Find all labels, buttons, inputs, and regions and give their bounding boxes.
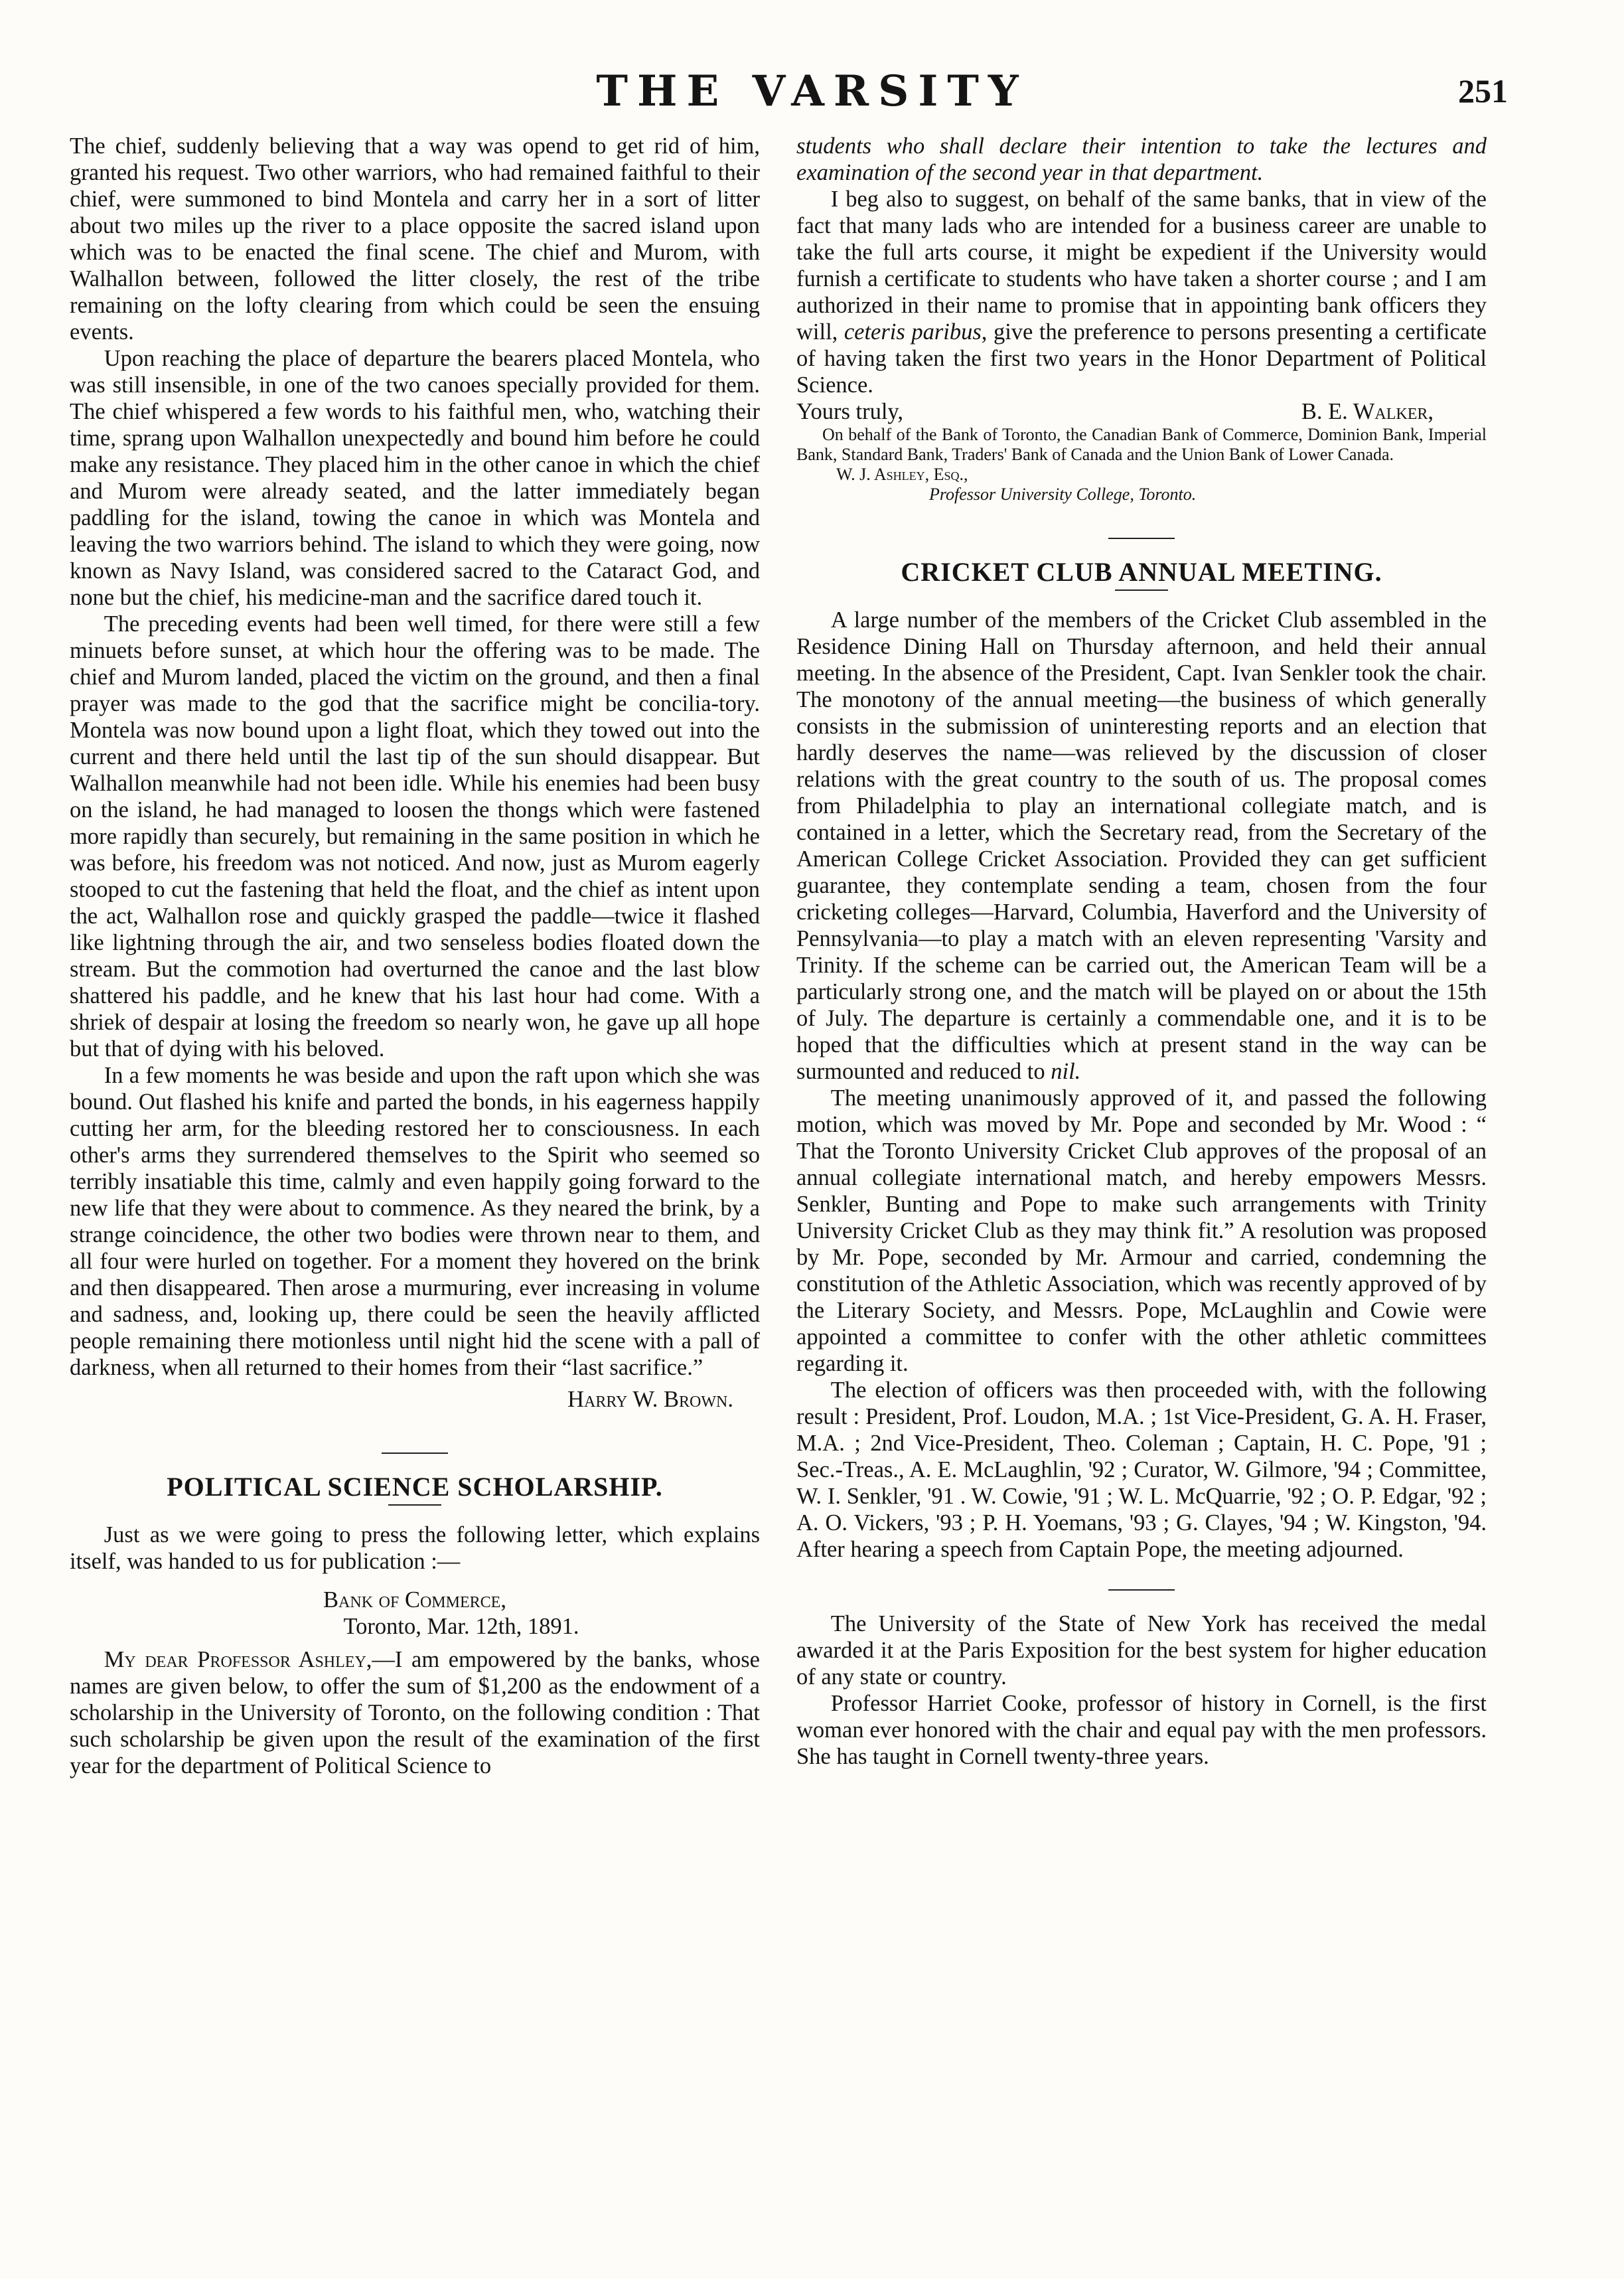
cricket-paragraph-3: The election of officers was then proceeded with, with the following result : President, Prof. Loudon, M.A. ; 1st Vice-President, G. A. H. Fraser, M.A. ; 2nd Vice-President, Theo. Coleman ; Captain, H. C. Pope, '91 ; Sec.-Treas., A. E. McLaughlin, '92 ; Curator, W. Gilmore, '94 ; Committee, W. I. Senkler, '91 . W. Cowie, '91 ; W. L. McQuarrie, '92 ; O. P. Edgar, '92 ; A. O. Vickers, '93 ; P. H. Yoemans, '93 ; G. Clayes, '94 ; W. Kingston, '94. After hearing a speech from Captain Pope, the meeting adjourned. [796,1377,1487,1562]
letter-footnote [796,425,1487,505]
scholarship-intro: Just as we were going to press the following letter, which explains itself, was handed to us for publication :— [70,1522,760,1574]
scholarship-heading: POLITICAL SCIENCE SCHOLARSHIP. [167,1472,663,1502]
page-number: 251 [1458,72,1508,110]
section-divider [1108,1589,1175,1591]
letter-opening-paragraph [70,1646,760,1779]
letter-continuation: students who shall declare their intention to take the lectures and examination of the second year in that department. [796,133,1487,185]
letter-addressee-title: Professor University College, Toronto. [929,485,1197,504]
letter-addressee: W. J. Ashley, Esq., [836,465,968,484]
heading-underline [388,1504,441,1506]
cricket-p1-italic: nil. [1051,1059,1081,1084]
story-paragraph-2: Upon reaching the place of departure the bearers placed Montela, who was still insensible, in one of the two canoes specially provided for them. The chief whispered a few words to his faithful men, who, watching their time, sprang upon Walhallon unexpectedly and bound him before he could make any resistance. They placed him in the other canoe in which the chief and Murom were already seated, and the latter immediately began paddling for the island, towing the canoe in which was Montela and leaving the two warriors behind. The island to which they were going, now known as Navy Island, was considered sacred to the Cataract God, and none but the chief, his medicine-man and the sacrifice dared touch it. [70,346,760,610]
letter-closing: Yours truly, [796,399,904,424]
heading-underline [1115,589,1168,591]
cricket-heading: CRICKET CLUB ANNUAL MEETING. [901,557,1382,587]
left-column [70,133,760,1779]
letter-date: Toronto, Mar. 12th, 1891. [343,1614,579,1639]
cricket-paragraph-2: The meeting unanimously approved of it, and passed the following motion, which was moved by Mr. Pope and seconded by Mr. Wood : “ That the Toronto University Cricket Club approves of the proposal of an annual collegiate international match, and hereby empowers Messrs. Senkler, Bunting and Pope to make such arrangements with Trinity University Cricket Club as they may think fit.” A resolution was proposed by Mr. Pope, seconded by Mr. Armour and carried, condemning the constitution of the Athletic Association, which was recently approved of by the Literary Society, and Messrs. Pope, McLaughlin and Cowie were appointed a committee to confer with the other athletic committees regarding it. [796,1085,1487,1376]
letter-signer: B. E. Walker, [1301,399,1434,424]
letter-paragraph-2 [796,186,1487,398]
letter-place: Bank of Commerce, [323,1587,506,1612]
news-note-1: The University of the State of New York has received the medal awarded it at the Paris Exposition for the best system for higher education of any state or country. [796,1611,1487,1690]
letter-p2-text-end: , give the preference to persons presenting a certificate of having taken the first two years in the Honor Department of Political Science. [796,319,1487,398]
story-paragraph-3: The preceding events had been well timed, for there were still a few minuets before sunset, at which hour the offering was to be made. The chief and Murom landed, placed the victim on the ground, and then a final prayer was made to the god that the sacrifice might be concilia-tory. Montela was now bound upon a light float, which they towed out into the current and there held until the last tip of the sun should disappear. But Walhallon meanwhile had not been idle. While his enemies had been busy on the island, he had managed to loosen the thongs which were fastened more rapidly than securely, but remaining in the same position in which he was before, his freedom was not noticed. And now, just as Murom eagerly stooped to cut the fastening that held the float, and the chief as intent upon the act, Walhallon rose and quickly grasped the paddle—twice it flashed like lightning through the air, and two senseless bodies floated down the stream. But the commotion had overturned the canoe and the last blow shattered his paddle, and he knew that his last hour had come. With a shriek of despair at losing the freedom so nearly won, he gave up all hope but that of dying with his beloved. [70,611,760,1061]
letter-p2-text: I beg also to suggest, on behalf of the same banks, that in view of the fact that many lads who are intended for a business career are unable to take the full arts course, it might be expedient if the University would furnish a certificate to students who have taken a shorter course ; and I am authorized in their name to promise that in appointing bank officers they will, [796,187,1487,345]
letter-p2-italic: ceteris paribus [844,319,982,345]
letter-salutation: My dear Professor Ashley, [104,1647,372,1672]
letter-closing-line [796,398,1487,425]
cricket-paragraph-1 [796,607,1487,1085]
masthead: THE VARSITY [596,66,1028,116]
story-paragraph-4: In a few moments he was beside and upon the raft upon which she was bound. Out flashed his knife and parted the bonds, in his eagerness happily cutting her arm, for the bleeding restored her to consciousness. In each other's arms they surrendered themselves to the Spirit who seemed so terribly insatiable this time, calmly and even happily going forward to the new life that they were about to commence. As they neared the brink, by a strange coincidence, the other two bodies were thrown near to them, and all four were hurled on together. For a moment they hovered on the brink and then disappeared. Then arose a murmuring, ever increasing in volume and sadness, and, looking up, there could be seen the heavily afflicted people remaining there motionless until night hid the scene with a pall of darkness, when all returned to their homes from their “last sacrifice.” [70,1063,760,1380]
letter-behalf: On behalf of the Bank of Toronto, the Canadian Bank of Commerce, Dominion Bank, Imperial Bank, Standard Bank, Traders' Bank of Canada and the Union Bank of Lower Canada. [796,425,1487,464]
right-column [796,133,1487,1770]
cricket-p1-text: A large number of the members of the Cricket Club assembled in the Residence Dining Hall on Thursday afternoon, and held their annual meeting. In the absence of the President, Capt. Ivan Senkler took the chair. The monotony of the annual meeting—the business of which generally consists in the submission of uninteresting reports and an election that hardly deserves the name—was relieved by the discussion of closer relations with the great country to the south of us. The proposal comes from Philadelphia to play an international collegiate match, and is contained in a letter, which the Secretary read, from the Secretary of the American College Cricket Association. Provided they can get sufficient guarantee, they contemplate sending a team, chosen from the four cricketing colleges—Harvard, Columbia, Haverford and the University of Pennsylvania—to play a match with an eleven representing 'Varsity and Trinity. If the scheme can be carried out, the American Team will be a particularly strong one, and the match will be played on or about the 15th of July. The departure is certainly a commendable one, and it is to be hoped that the difficulties which at present stand in the way can be surmounted and reduced to [796,607,1487,1084]
letter-opening: —I am empowered by the banks, whose names are given below, to offer the sum of $1,200 as the endowment of a scholarship in the University of Toronto, on the following condition : That such scholarship be given upon the result of the examination of the first year for the department of Political Science to [70,1647,760,1778]
story-paragraph-1: The chief, suddenly believing that a way was opend to get rid of him, granted his request. Two other warriors, who had remained faithful to their chief, were summoned to bind Montela and carry her in a sort of litter about two miles up the river to a place opposite the sacred island upon which was to be enacted the final scene. The chief and Murom, with Walhallon between, followed the litter closely, the rest of the tribe remaining on the lofty clearing from which could be seen the ensuing events. [70,133,760,345]
section-divider [1108,538,1175,539]
story-signature: Harry W. Brown. [567,1387,733,1412]
section-divider [382,1453,448,1454]
news-note-2: Professor Harriet Cooke, professor of history in Cornell, is the first woman ever honored with the chair and equal pay with the men professors. She has taught in Cornell twenty-three years. [796,1691,1487,1769]
